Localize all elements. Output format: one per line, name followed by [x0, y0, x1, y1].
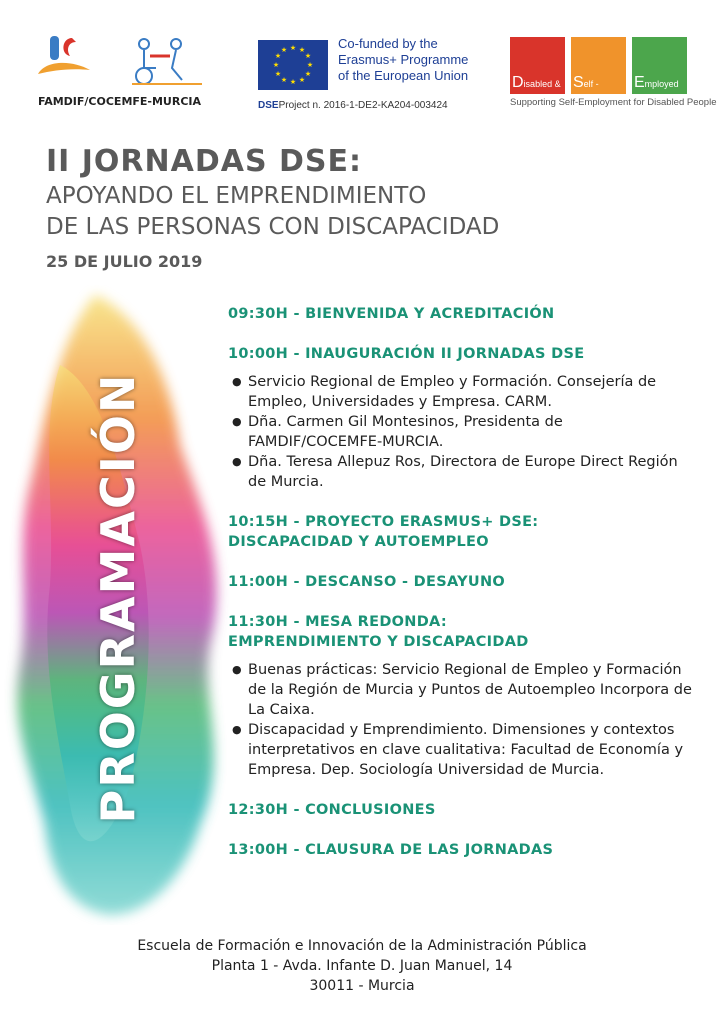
program-item — [228, 840, 698, 860]
eu-line-2: Erasmus+ Programme — [338, 52, 469, 67]
page-title: II JORNADAS DSE: — [46, 144, 363, 179]
subtitle-line-1: APOYANDO EL EMPRENDIMIENTO — [46, 183, 427, 209]
project-prefix: DSE — [258, 100, 279, 111]
eu-flag-icon — [258, 40, 328, 90]
list-item: ● Servicio Regional de Empleo y Formación. Consejería de Empleo, Universidades y Empresa. CARM. — [228, 372, 698, 412]
erasmus-logo — [258, 34, 478, 119]
page-subtitle — [46, 181, 499, 243]
heading-line-1: 10:15H - PROYECTO ERASMUS+ DSE: — [228, 514, 539, 530]
bullet-list — [228, 660, 698, 780]
dse-tagline: Supporting Self-Employment for Disabled People — [510, 97, 717, 108]
svg-text:★: ★ — [280, 46, 288, 54]
heading-line-2: DISCAPACIDAD Y AUTOEMPLEO — [228, 534, 489, 550]
dse-employed-box — [632, 37, 687, 94]
list-item: ● Discapacidad y Emprendimiento. Dimensiones y contextos interpretativos en clave cualitativa: Facultad de Economía y Empresa. Dep. Sociología Universidad de Murcia. — [228, 720, 698, 780]
erasmus-text — [338, 36, 468, 84]
dse-self-box — [571, 37, 626, 94]
program-heading — [228, 512, 698, 552]
footer-line-1: Escuela de Formación e Innovación de la Administración Pública — [137, 938, 587, 954]
svg-text:★: ★ — [289, 44, 297, 52]
event-date: 25 DE JULIO 2019 — [46, 252, 203, 271]
list-item: ● Buenas prácticas: Servicio Regional de Empleo y Formación de la Región de Murcia y Puntos de Autoempleo Incorpora de La Caixa. — [228, 660, 698, 720]
dse-s-rest: elf - — [583, 79, 599, 89]
list-item: ● Dña. Carmen Gil Montesinos, Presidenta de FAMDIF/COCEMFE-MURCIA. — [228, 412, 698, 452]
svg-text:★: ★ — [298, 76, 306, 84]
svg-text:★: ★ — [274, 70, 282, 78]
program-item — [228, 344, 698, 492]
dse-logo — [510, 37, 717, 117]
program-heading: 09:30H - BIENVENIDA Y ACREDITACIÓN — [228, 306, 555, 322]
program-heading: 13:00H - CLAUSURA DE LAS JORNADAS — [228, 842, 554, 858]
program-item — [228, 512, 698, 552]
list-item: ● Dña. Teresa Allepuz Ros, Directora de Europe Direct Región de Murcia. — [228, 452, 698, 492]
svg-text:★: ★ — [306, 61, 314, 69]
svg-text:★: ★ — [272, 61, 280, 69]
svg-text:★: ★ — [280, 76, 288, 84]
dse-e: E — [634, 74, 645, 91]
logo-bar — [0, 30, 724, 115]
famdif-logo — [32, 30, 207, 115]
dse-d: D — [512, 74, 524, 91]
dse-d-rest: isabled & — [523, 79, 561, 89]
program-item — [228, 800, 698, 820]
program-list — [228, 304, 698, 880]
famdif-emblem-icon — [32, 30, 207, 94]
footer-line-2: Planta 1 - Avda. Infante D. Juan Manuel, 14 — [211, 958, 513, 974]
project-suffix: Project — [278, 100, 310, 111]
footer-line-3: 30011 - Murcia — [309, 978, 415, 994]
heading-line-1: 11:30H - MESA REDONDA: — [228, 614, 447, 630]
famdif-name: FAMDIF/COCEMFE-MURCIA — [37, 95, 202, 108]
eu-line-1: Co-funded by the — [338, 36, 438, 51]
program-heading: 12:30H - CONCLUSIONES — [228, 802, 436, 818]
program-item — [228, 572, 698, 592]
svg-text:★: ★ — [304, 70, 312, 78]
project-code: n. 2016-1-DE2-KA204-003424 — [312, 100, 448, 111]
heading-line-2: EMPRENDIMIENTO Y DISCAPACIDAD — [228, 634, 529, 650]
project-number — [258, 100, 448, 111]
program-heading — [228, 612, 698, 652]
program-item — [228, 612, 698, 780]
venue-address — [0, 936, 724, 996]
program-heading: 10:00H - INAUGURACIÓN II JORNADAS DSE — [228, 346, 585, 362]
bullet-list — [228, 372, 698, 492]
eu-line-3: of the European Union — [338, 68, 469, 83]
subtitle-line-2: DE LAS PERSONAS CON DISCAPACIDAD — [46, 214, 500, 240]
svg-text:★: ★ — [298, 46, 306, 54]
dse-disabled-box — [510, 37, 565, 94]
programacion-label: PROGRAMACIÓN — [91, 372, 145, 824]
svg-text:★: ★ — [304, 52, 312, 60]
svg-text:★: ★ — [289, 78, 297, 86]
svg-text:★: ★ — [274, 52, 282, 60]
dse-e-rest: mployed — [644, 79, 679, 89]
program-heading: 11:00H - DESCANSO - DESAYUNO — [228, 574, 506, 590]
dse-s: S — [573, 74, 584, 91]
program-item — [228, 304, 698, 324]
